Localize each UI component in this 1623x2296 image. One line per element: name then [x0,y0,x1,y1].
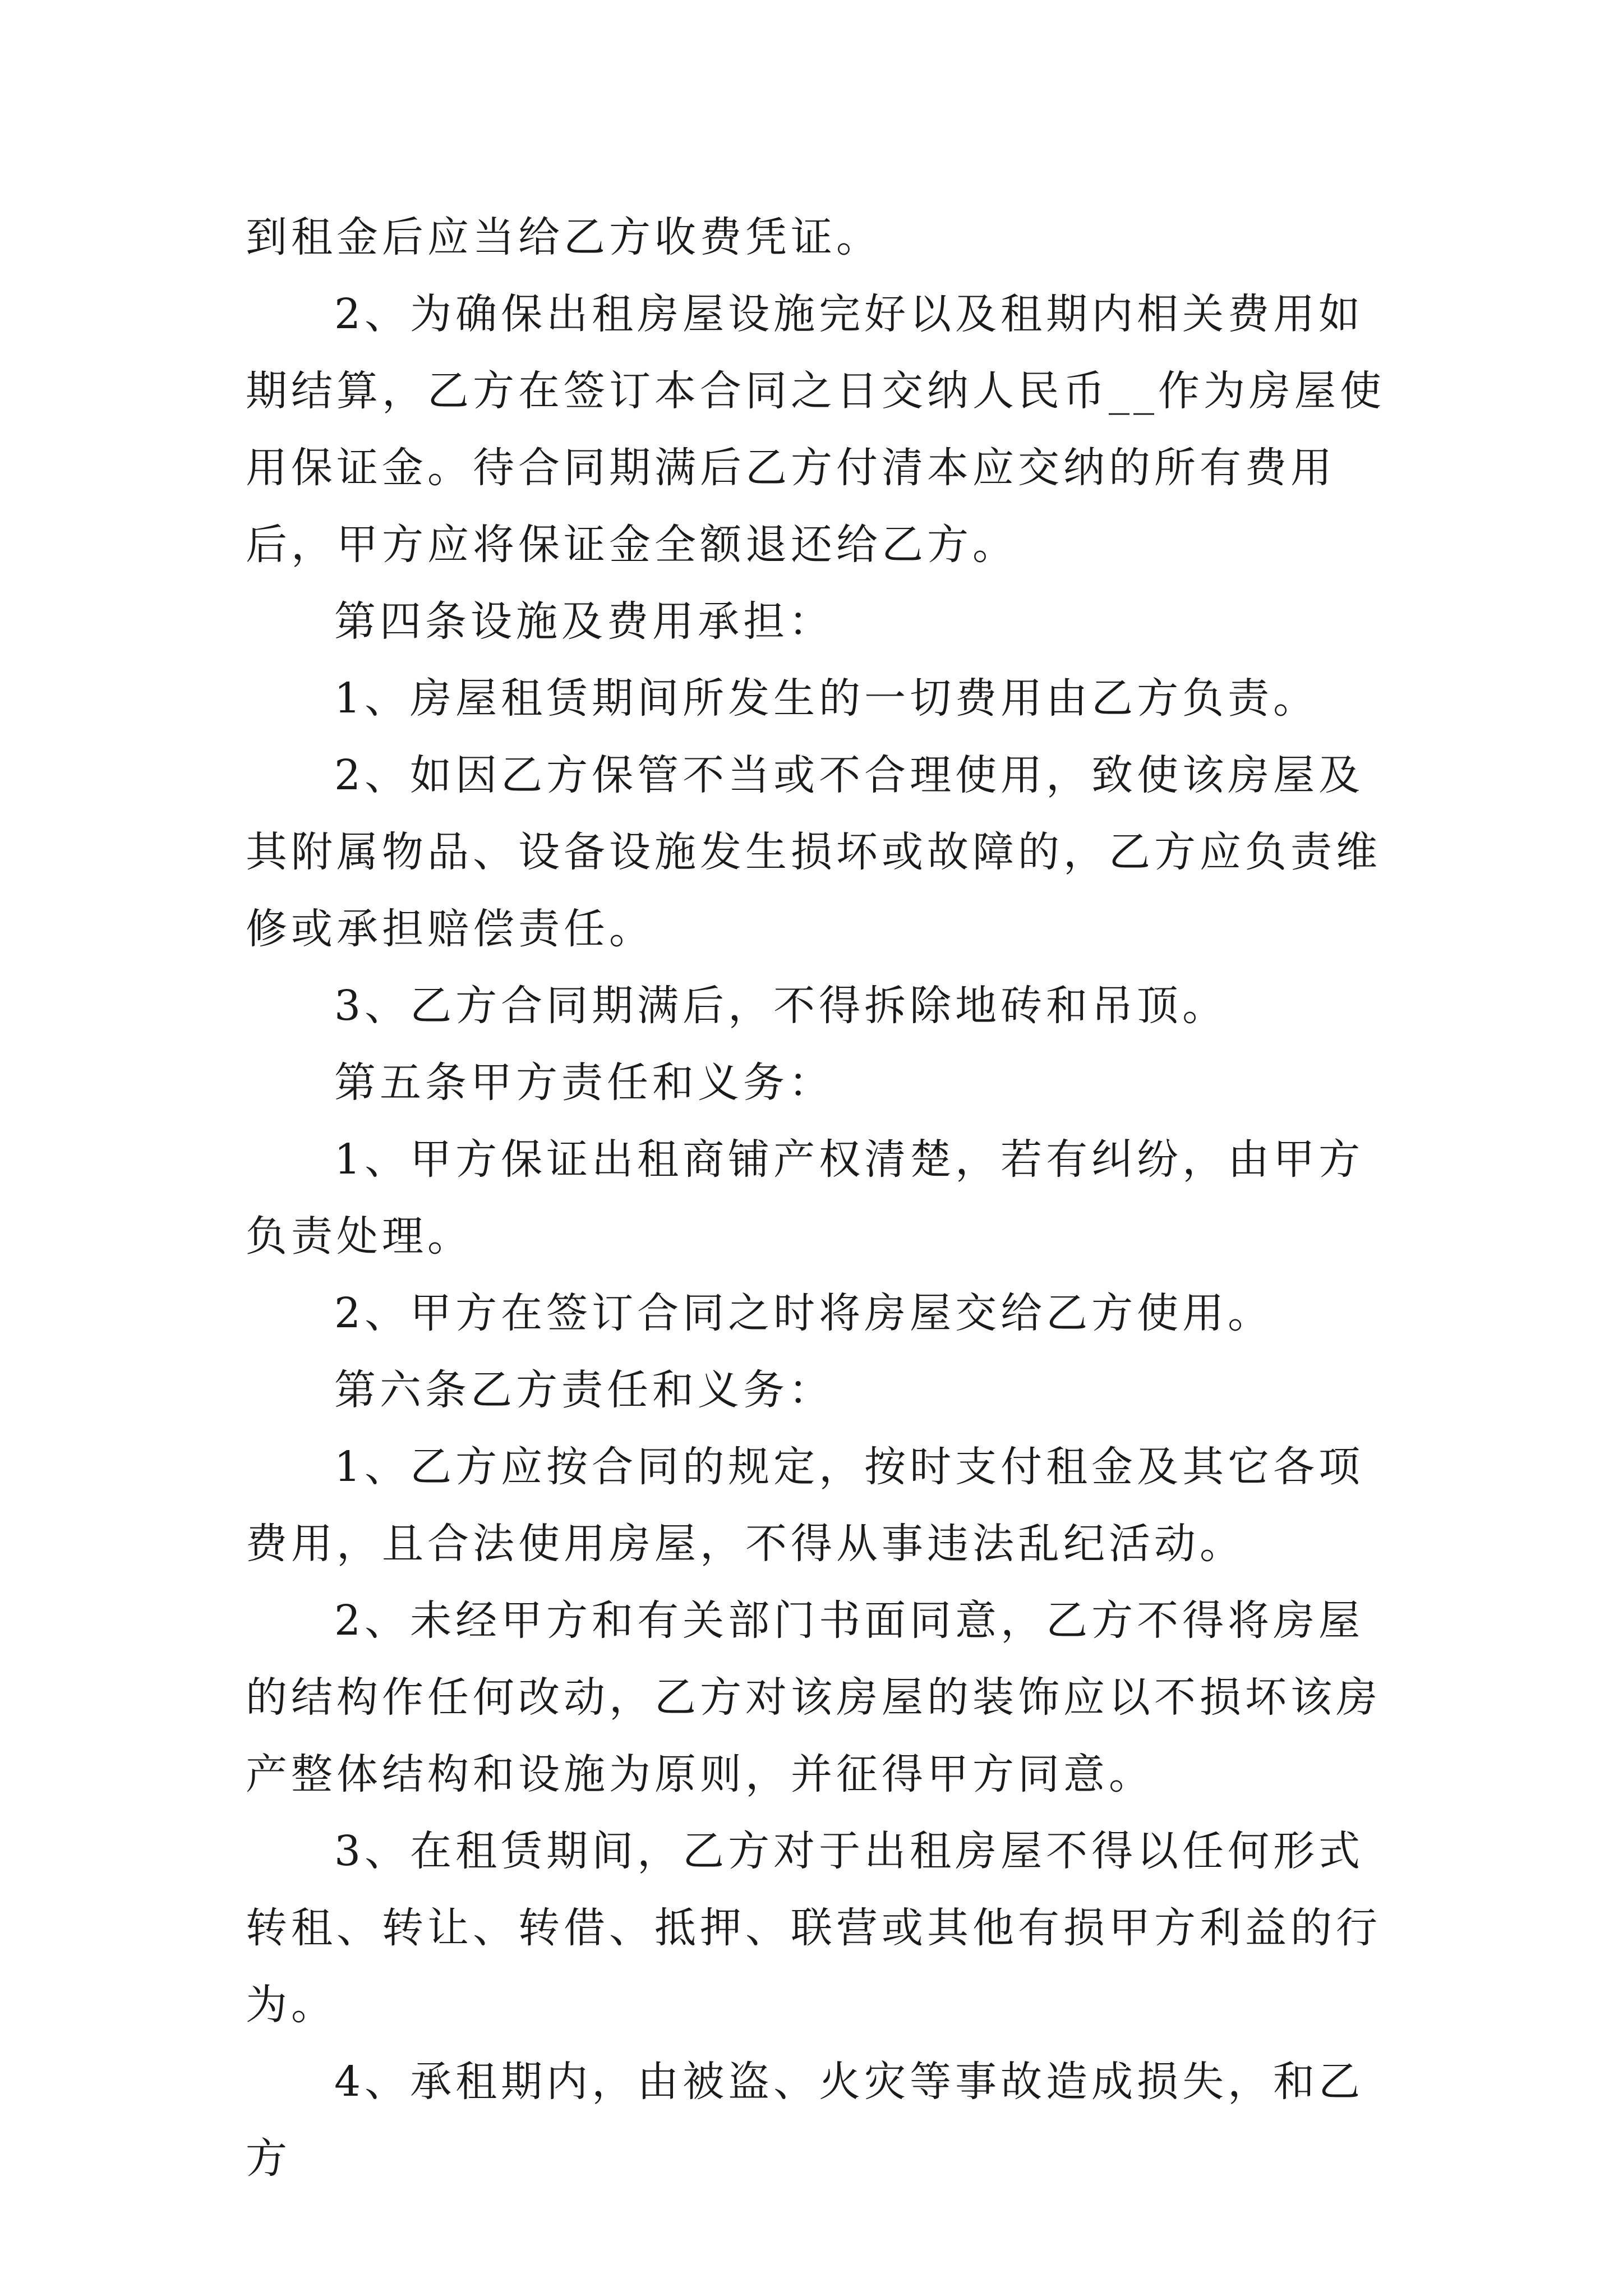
document-body [246,199,1390,2197]
paragraph-8: 1、甲方保证出租商铺产权清楚，若有纠纷，由甲方负责处理。 [246,1135,1364,1260]
paragraph-2: 2、为确保出租房屋设施完好以及租期内相关费用如期结算，乙方在签订本合同之日交纳人民币__作为房屋使用保证金。待合同期满后乙方付清本应交纳的所有费用后，甲方应将保证金全额退还给乙方。 [246,290,1385,569]
paragraph-14: 4、承租期内，由被盗、火灾等事故造成损失，和乙方 [246,2058,1364,2183]
paragraph-12: 2、未经甲方和有关部门书面同意，乙方不得将房屋的结构作任何改动，乙方对该房屋的装饰应以不损坏该房产整体结构和设施为原则，并征得甲方同意。 [246,1596,1381,1798]
paragraph-13: 3、在租赁期间，乙方对于出租房屋不得以任何形式转租、转让、转借、抵押、联营或其他有损甲方利益的行为。 [246,1827,1381,2029]
paragraph-9: 2、甲方在签订合同之时将房屋交给乙方使用。 [334,1289,1274,1337]
paragraph-4: 1、房屋租赁期间所发生的一切费用由乙方负责。 [334,674,1319,723]
paragraph-1: 到租金后应当给乙方收费凭证。 [246,213,882,261]
section-heading-5: 第五条甲方责任和义务： [334,1059,834,1107]
section-heading-6: 第六条乙方责任和义务： [334,1366,834,1414]
section-heading-4: 第四条设施及费用承担： [334,597,834,646]
paragraph-11: 1、乙方应按合同的规定，按时支付租金及其它各项费用，且合法使用房屋，不得从事违法乱纪活动。 [246,1443,1364,1568]
paragraph-5: 2、如因乙方保管不当或不合理使用，致使该房屋及其附属物品、设备设施发生损坏或故障的，乙方应负责维修或承担赔偿责任。 [246,751,1381,953]
paragraph-6: 3、乙方合同期满后，不得拆除地砖和吊顶。 [334,982,1228,1030]
